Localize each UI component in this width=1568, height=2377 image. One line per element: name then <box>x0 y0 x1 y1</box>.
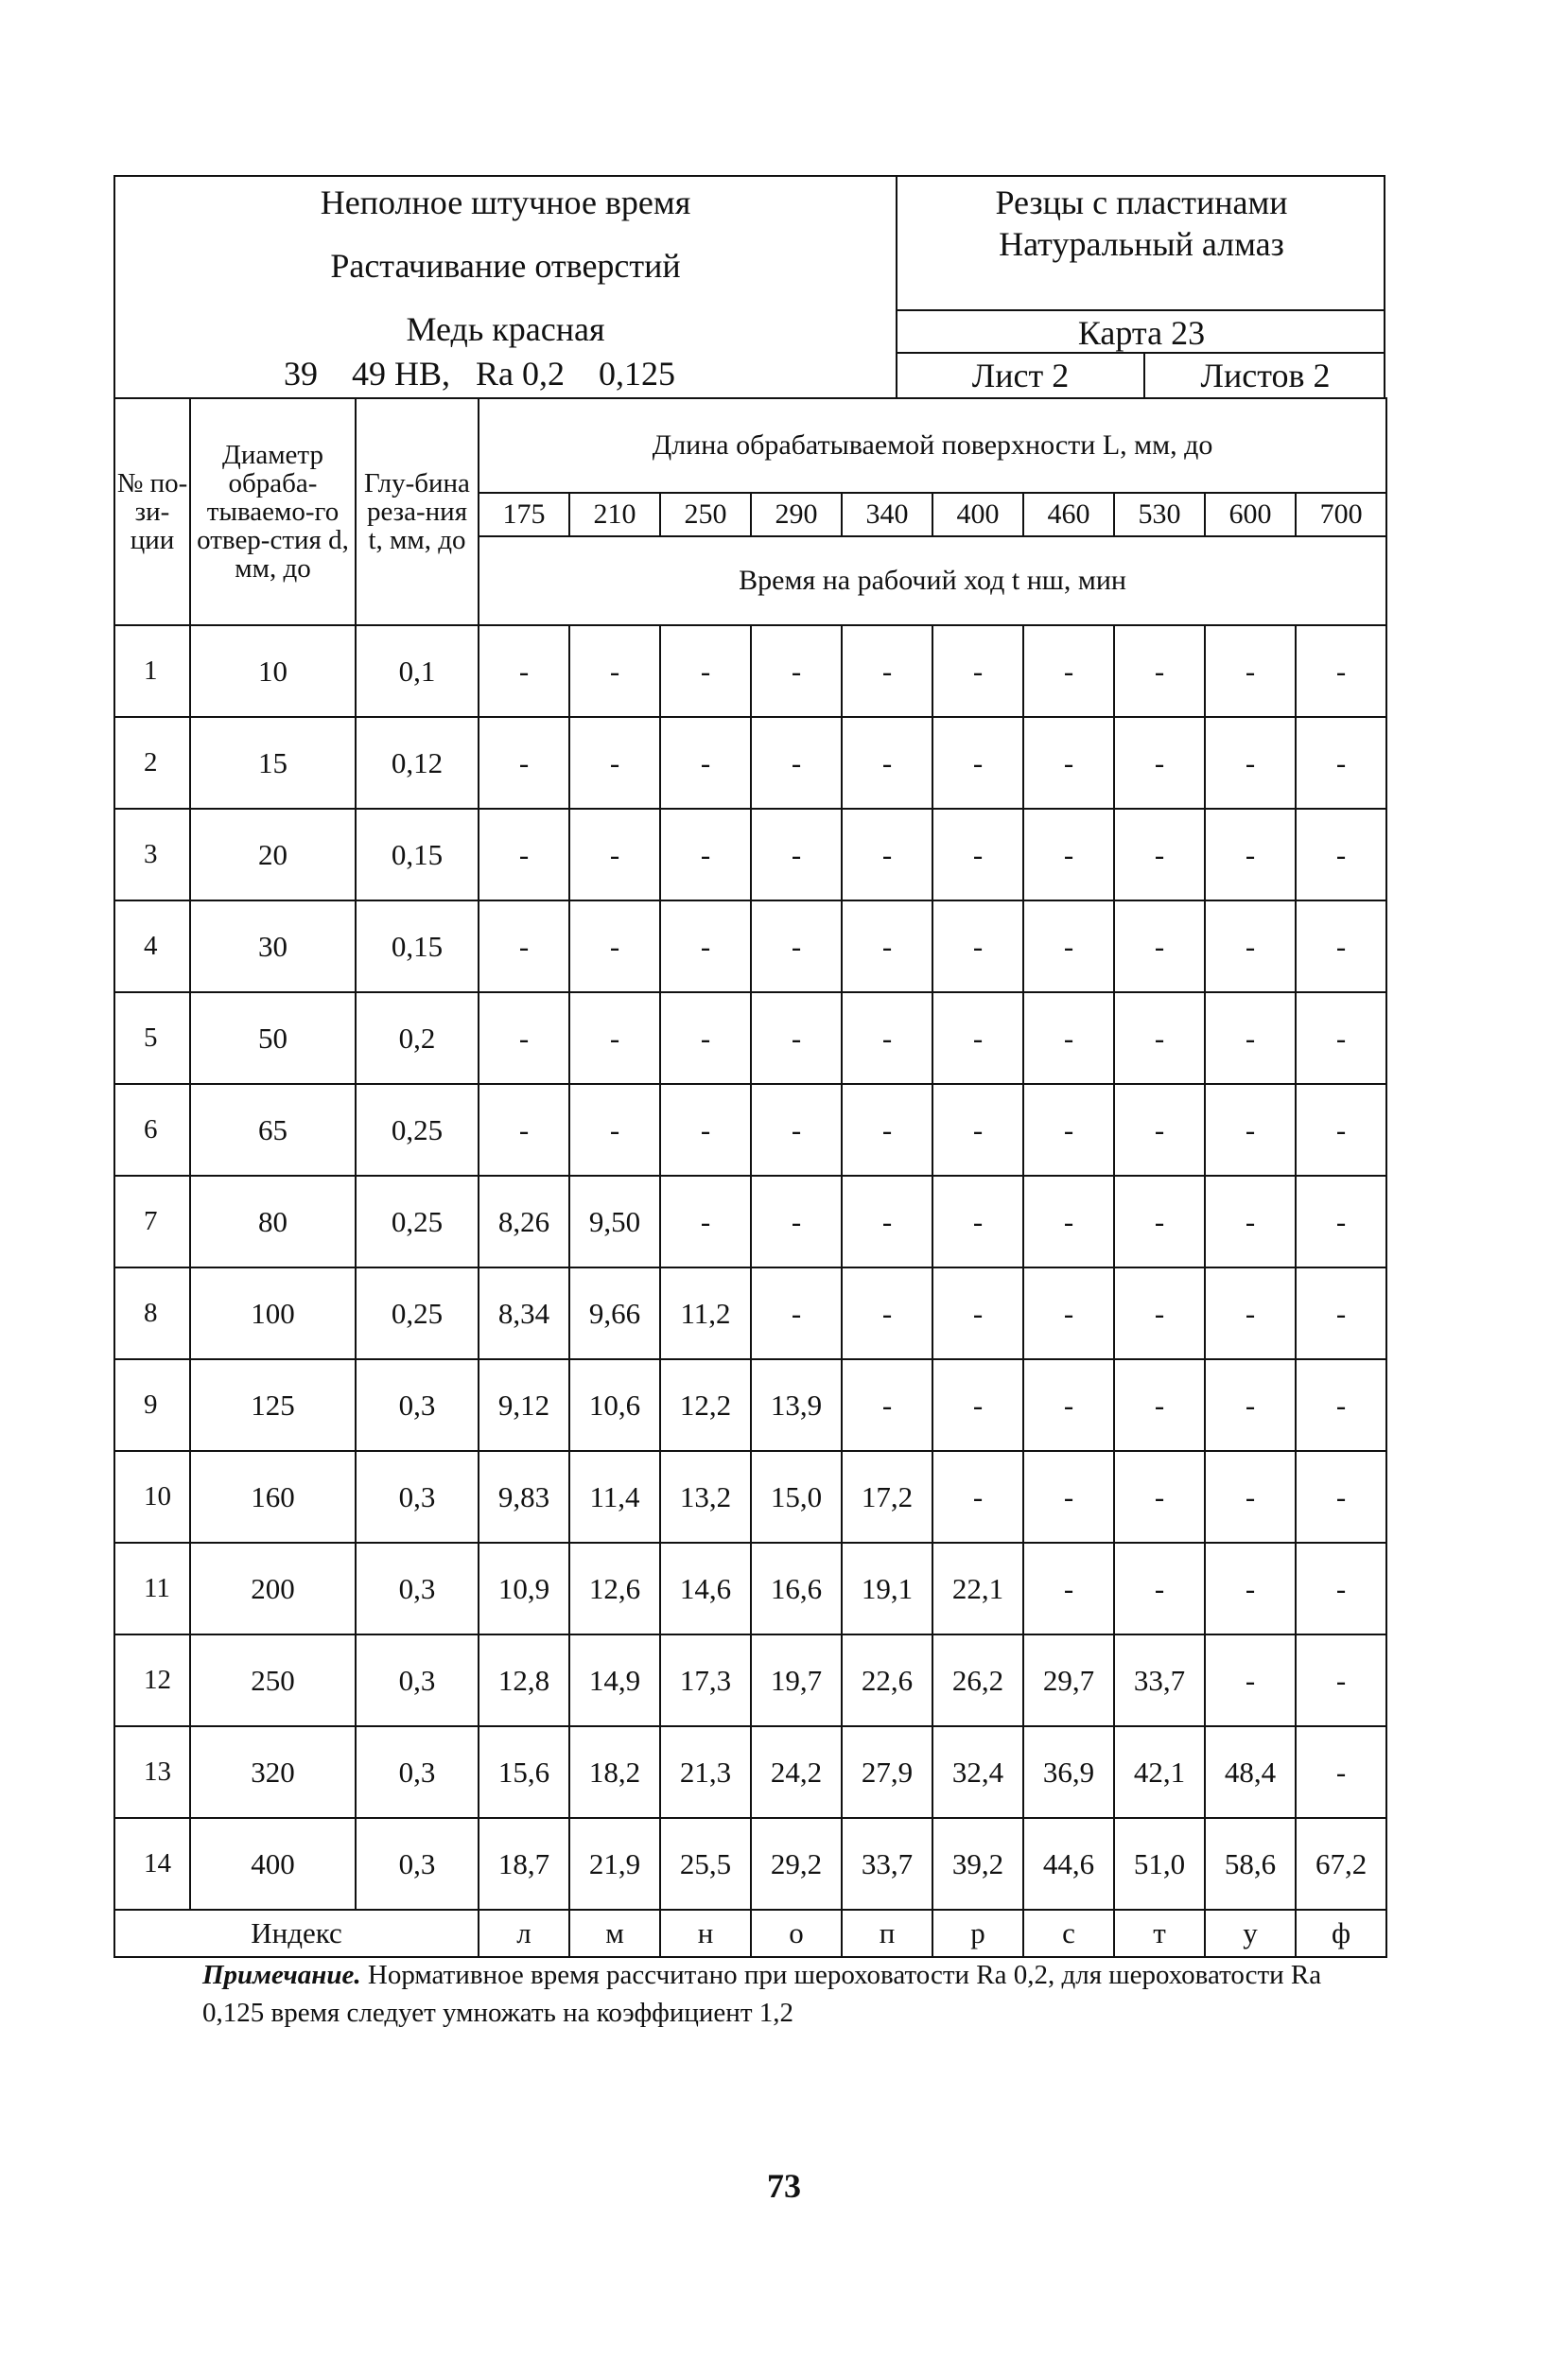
time-cell: 12,2 <box>660 1359 751 1451</box>
time-cell: - <box>1023 1451 1114 1543</box>
time-cell: - <box>1296 900 1386 992</box>
length-value: 340 <box>842 493 932 536</box>
time-header: Время на рабочий ход t нш, мин <box>479 536 1386 625</box>
time-cell: - <box>1023 1543 1114 1634</box>
time-cell: 19,7 <box>751 1634 842 1726</box>
time-cell: - <box>1205 900 1296 992</box>
time-cell: 17,3 <box>660 1634 751 1726</box>
time-cell: - <box>1114 809 1205 900</box>
time-cell: 29,2 <box>751 1818 842 1910</box>
position-cell: 9 <box>114 1359 190 1451</box>
diameter-cell: 30 <box>190 900 356 992</box>
length-value: 460 <box>1023 493 1114 536</box>
time-cell: 16,6 <box>751 1543 842 1634</box>
position-cell: 8 <box>114 1267 190 1359</box>
table-row <box>114 1267 1386 1359</box>
index-cell: м <box>569 1910 660 1957</box>
length-value: 600 <box>1205 493 1296 536</box>
position-cell: 2 <box>114 717 190 809</box>
time-cell: - <box>660 900 751 992</box>
time-cell: - <box>1296 1267 1386 1359</box>
time-cell: 12,8 <box>479 1634 569 1726</box>
table-row <box>114 1451 1386 1543</box>
time-cell: 27,9 <box>842 1726 932 1818</box>
time-cell: - <box>1205 1451 1296 1543</box>
time-cell: - <box>1023 717 1114 809</box>
sheet-number: Лист 2 <box>971 357 1070 394</box>
footnote <box>202 1956 1375 2032</box>
time-cell: - <box>932 1267 1023 1359</box>
length-value: 530 <box>1114 493 1205 536</box>
time-cell: 26,2 <box>932 1634 1023 1726</box>
position-cell: 7 <box>114 1176 190 1267</box>
col-header-position: № по-зи-ции <box>114 398 190 625</box>
time-cell: 58,6 <box>1205 1818 1296 1910</box>
time-cell: - <box>1296 1084 1386 1176</box>
time-cell: - <box>1023 1267 1114 1359</box>
time-cell: 17,2 <box>842 1451 932 1543</box>
depth-cell: 0,2 <box>356 992 479 1084</box>
time-cell: - <box>1205 992 1296 1084</box>
time-cell: - <box>842 1176 932 1267</box>
header-subtitle: Растачивание отверстий <box>330 247 681 285</box>
index-label: Индекс <box>114 1910 479 1957</box>
depth-cell: 0,3 <box>356 1359 479 1451</box>
time-cell: - <box>1296 717 1386 809</box>
time-cell: 36,9 <box>1023 1726 1114 1818</box>
time-cell: 13,2 <box>660 1451 751 1543</box>
length-value: 700 <box>1296 493 1386 536</box>
time-cell: - <box>660 717 751 809</box>
table-body <box>114 625 1386 1910</box>
time-cell: - <box>660 625 751 717</box>
diameter-cell: 250 <box>190 1634 356 1726</box>
time-cell: - <box>842 1267 932 1359</box>
position-cell: 11 <box>114 1543 190 1634</box>
position-cell: 4 <box>114 900 190 992</box>
time-cell: 8,26 <box>479 1176 569 1267</box>
time-cell: - <box>1023 900 1114 992</box>
sheet-box <box>897 352 1385 399</box>
table-row <box>114 900 1386 992</box>
time-cell: - <box>751 1267 842 1359</box>
col-header-depth: Глу-бина реза-ния t, мм, до <box>356 398 479 625</box>
time-cell: - <box>1114 625 1205 717</box>
time-cell: - <box>1296 625 1386 717</box>
time-cell: - <box>751 625 842 717</box>
diameter-cell: 65 <box>190 1084 356 1176</box>
time-cell: - <box>842 625 932 717</box>
index-cell: н <box>660 1910 751 1957</box>
index-cell: с <box>1023 1910 1114 1957</box>
index-row <box>114 1910 1386 1957</box>
time-cell: 48,4 <box>1205 1726 1296 1818</box>
time-cell: - <box>932 1451 1023 1543</box>
table-row <box>114 1084 1386 1176</box>
time-cell: - <box>842 717 932 809</box>
time-cell: - <box>1296 1634 1386 1726</box>
footnote-text: Нормативное время рассчитано при шероховатости Ra 0,2, для шероховатости Ra 0,125 время следует умножать на коэффициент 1,2 <box>202 1960 1322 2028</box>
time-cell: - <box>569 809 660 900</box>
time-cell: 25,5 <box>660 1818 751 1910</box>
time-cell: 19,1 <box>842 1543 932 1634</box>
page-number: 73 <box>767 2167 801 2205</box>
depth-cell: 0,25 <box>356 1084 479 1176</box>
position-cell: 3 <box>114 809 190 900</box>
time-cell: 33,7 <box>1114 1634 1205 1726</box>
time-cell: - <box>932 1176 1023 1267</box>
time-cell: - <box>1023 992 1114 1084</box>
table-row <box>114 809 1386 900</box>
time-cell: - <box>1023 1084 1114 1176</box>
index-cell: ф <box>1296 1910 1386 1957</box>
time-cell: - <box>1205 625 1296 717</box>
time-cell: - <box>751 809 842 900</box>
time-cell: - <box>1296 1543 1386 1634</box>
index-cell: т <box>1114 1910 1205 1957</box>
time-cell: 10,6 <box>569 1359 660 1451</box>
table-row <box>114 1726 1386 1818</box>
time-cell: - <box>751 900 842 992</box>
depth-cell: 0,25 <box>356 1176 479 1267</box>
time-cell: - <box>1296 1176 1386 1267</box>
position-cell: 1 <box>114 625 190 717</box>
time-cell: - <box>1114 1359 1205 1451</box>
time-cell: 9,50 <box>569 1176 660 1267</box>
index-cell: р <box>932 1910 1023 1957</box>
time-cell: - <box>660 1176 751 1267</box>
diameter-cell: 100 <box>190 1267 356 1359</box>
time-cell: - <box>1296 809 1386 900</box>
position-cell: 6 <box>114 1084 190 1176</box>
time-cell: - <box>1114 1451 1205 1543</box>
time-cell: - <box>479 717 569 809</box>
time-cell: - <box>1114 1267 1205 1359</box>
tool-type: Резцы с пластинами <box>995 184 1288 221</box>
depth-cell: 0,12 <box>356 717 479 809</box>
depth-cell: 0,15 <box>356 809 479 900</box>
diameter-cell: 80 <box>190 1176 356 1267</box>
index-cell: о <box>751 1910 842 1957</box>
diameter-cell: 320 <box>190 1726 356 1818</box>
length-value: 250 <box>660 493 751 536</box>
time-cell: - <box>932 625 1023 717</box>
depth-cell: 0,3 <box>356 1451 479 1543</box>
time-cell: - <box>479 625 569 717</box>
time-cell: - <box>842 809 932 900</box>
time-cell: 39,2 <box>932 1818 1023 1910</box>
card-header <box>113 175 1385 397</box>
time-cell: 33,7 <box>842 1818 932 1910</box>
time-cell: - <box>932 809 1023 900</box>
time-cell: - <box>1114 992 1205 1084</box>
position-cell: 10 <box>114 1451 190 1543</box>
time-cell: - <box>1205 1176 1296 1267</box>
table-row <box>114 1543 1386 1634</box>
time-cell: - <box>1114 900 1205 992</box>
header-left <box>115 177 896 399</box>
col-header-diameter: Диаметр обраба-тываемо-го отвер-стия d, мм, до <box>190 398 356 625</box>
time-cell: - <box>932 900 1023 992</box>
time-cell: 14,6 <box>660 1543 751 1634</box>
table-row <box>114 1176 1386 1267</box>
time-cell: - <box>1023 625 1114 717</box>
header-hardness: 39 49 НВ, Ra 0,2 0,125 <box>284 355 675 393</box>
position-cell: 12 <box>114 1634 190 1726</box>
time-cell: - <box>569 1084 660 1176</box>
time-cell: - <box>1114 1176 1205 1267</box>
footnote-label: Примечание. <box>202 1960 361 1990</box>
position-cell: 13 <box>114 1726 190 1818</box>
time-cell: - <box>1023 809 1114 900</box>
table-row <box>114 1818 1386 1910</box>
index-cell: п <box>842 1910 932 1957</box>
time-cell: 21,9 <box>569 1818 660 1910</box>
time-cell: 12,6 <box>569 1543 660 1634</box>
time-cell: 13,9 <box>751 1359 842 1451</box>
time-cell: - <box>569 992 660 1084</box>
time-cell: - <box>660 1084 751 1176</box>
time-cell: 51,0 <box>1114 1818 1205 1910</box>
time-cell: - <box>569 625 660 717</box>
time-cell: 8,34 <box>479 1267 569 1359</box>
time-cell: - <box>1205 1634 1296 1726</box>
time-cell: 29,7 <box>1023 1634 1114 1726</box>
length-value: 175 <box>479 493 569 536</box>
time-cell: - <box>1205 1359 1296 1451</box>
time-cell: 10,9 <box>479 1543 569 1634</box>
time-cell: - <box>1205 809 1296 900</box>
card-number: Карта 23 <box>1077 314 1206 352</box>
table-row <box>114 625 1386 717</box>
time-cell: - <box>1296 992 1386 1084</box>
time-cell: 42,1 <box>1114 1726 1205 1818</box>
time-cell: 18,2 <box>569 1726 660 1818</box>
time-cell: - <box>479 809 569 900</box>
time-cell: - <box>932 717 1023 809</box>
header-material: Медь красная <box>406 310 605 348</box>
time-cell: - <box>1205 717 1296 809</box>
table-row <box>114 717 1386 809</box>
length-value: 400 <box>932 493 1023 536</box>
diameter-cell: 50 <box>190 992 356 1084</box>
time-cell: - <box>1296 1726 1386 1818</box>
depth-cell: 0,3 <box>356 1818 479 1910</box>
time-cell: - <box>569 900 660 992</box>
time-cell: 15,0 <box>751 1451 842 1543</box>
time-cell: 9,12 <box>479 1359 569 1451</box>
time-cell: 22,1 <box>932 1543 1023 1634</box>
time-cell: - <box>932 1084 1023 1176</box>
time-cell: - <box>1023 1176 1114 1267</box>
time-cell: 14,9 <box>569 1634 660 1726</box>
diameter-cell: 10 <box>190 625 356 717</box>
position-cell: 14 <box>114 1818 190 1910</box>
time-cell: - <box>1205 1084 1296 1176</box>
time-cell: 11,2 <box>660 1267 751 1359</box>
position-cell: 5 <box>114 992 190 1084</box>
time-cell: - <box>1114 1084 1205 1176</box>
time-cell: - <box>842 1084 932 1176</box>
diameter-cell: 15 <box>190 717 356 809</box>
diameter-cell: 400 <box>190 1818 356 1910</box>
time-cell: 32,4 <box>932 1726 1023 1818</box>
time-cell: - <box>479 992 569 1084</box>
time-cell: - <box>751 1084 842 1176</box>
time-cell: 24,2 <box>751 1726 842 1818</box>
time-cell: 11,4 <box>569 1451 660 1543</box>
time-cell: - <box>479 1084 569 1176</box>
time-cell: - <box>932 992 1023 1084</box>
table-row <box>114 1359 1386 1451</box>
sheets-total: Листов 2 <box>1200 357 1331 394</box>
time-cell: 18,7 <box>479 1818 569 1910</box>
time-cell: - <box>842 992 932 1084</box>
time-cell: - <box>569 717 660 809</box>
time-cell: - <box>1023 1359 1114 1451</box>
length-value: 210 <box>569 493 660 536</box>
time-cell: - <box>1114 717 1205 809</box>
time-cell: - <box>751 1176 842 1267</box>
time-cell: - <box>842 900 932 992</box>
time-cell: 21,3 <box>660 1726 751 1818</box>
time-cell: - <box>842 1359 932 1451</box>
time-cell: - <box>932 1359 1023 1451</box>
time-cell: 9,83 <box>479 1451 569 1543</box>
depth-cell: 0,3 <box>356 1634 479 1726</box>
time-cell: - <box>1296 1359 1386 1451</box>
time-norms-table <box>113 397 1387 1958</box>
table-row <box>114 1634 1386 1726</box>
table-row <box>114 992 1386 1084</box>
depth-cell: 0,3 <box>356 1543 479 1634</box>
header-right <box>896 177 1385 399</box>
time-cell: - <box>660 992 751 1084</box>
depth-cell: 0,15 <box>356 900 479 992</box>
length-header: Длина обрабатываемой поверхности L, мм, до <box>479 398 1386 493</box>
depth-cell: 0,1 <box>356 625 479 717</box>
card-number-box <box>897 309 1385 354</box>
length-value: 290 <box>751 493 842 536</box>
diameter-cell: 200 <box>190 1543 356 1634</box>
time-cell: 9,66 <box>569 1267 660 1359</box>
index-cell: л <box>479 1910 569 1957</box>
time-cell: 67,2 <box>1296 1818 1386 1910</box>
depth-cell: 0,3 <box>356 1726 479 1818</box>
time-cell: - <box>1205 1267 1296 1359</box>
diameter-cell: 125 <box>190 1359 356 1451</box>
time-cell: - <box>1114 1543 1205 1634</box>
time-cell: - <box>1205 1543 1296 1634</box>
time-cell: - <box>1296 1451 1386 1543</box>
time-cell: - <box>660 809 751 900</box>
time-cell: - <box>751 717 842 809</box>
depth-cell: 0,25 <box>356 1267 479 1359</box>
header-title: Неполное штучное время <box>320 184 691 221</box>
time-cell: 44,6 <box>1023 1818 1114 1910</box>
index-cell: у <box>1205 1910 1296 1957</box>
tool-material: Натуральный алмаз <box>999 225 1284 263</box>
time-cell: - <box>479 900 569 992</box>
time-cell: - <box>751 992 842 1084</box>
diameter-cell: 20 <box>190 809 356 900</box>
time-cell: 22,6 <box>842 1634 932 1726</box>
diameter-cell: 160 <box>190 1451 356 1543</box>
time-cell: 15,6 <box>479 1726 569 1818</box>
